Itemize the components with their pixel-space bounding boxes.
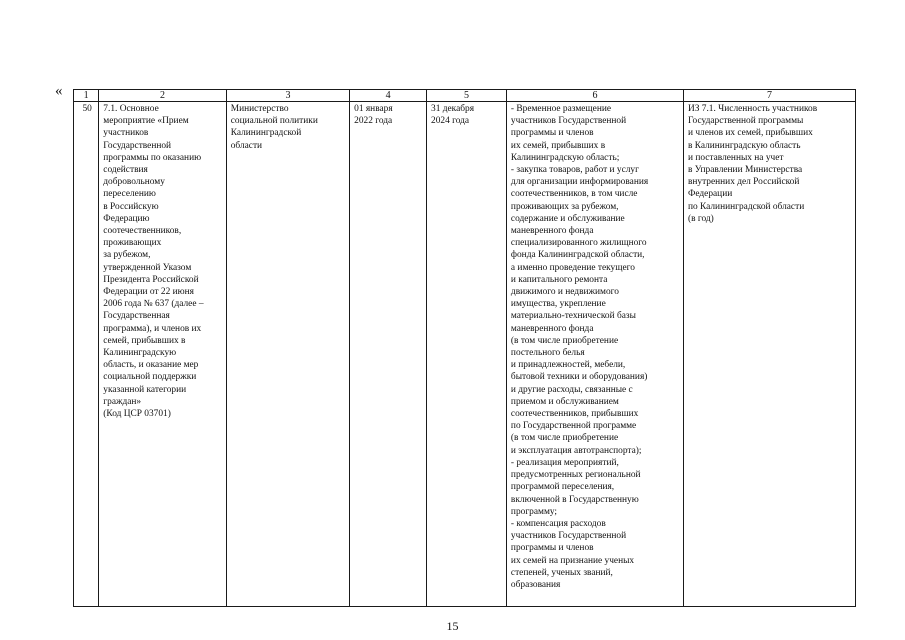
cell-text-line: Федерации [687,189,733,200]
cell-text-line: программа), и членов их [103,323,202,334]
cell-text-line: - реализация мероприятий, [510,457,619,468]
cell-text-line: маневренного фонда [510,323,594,334]
cell-text-line: проживающих [103,238,162,249]
cell-text-line: за рубежом, [103,250,151,261]
cell-text-line: 2022 года [354,116,393,127]
cell-text-line: степеней, ученых званий, [510,567,613,578]
cell-text-line: (в том числе приобретение [510,433,619,444]
cell-text-line: Федерации от 22 июня [103,287,194,298]
cell-text-line: приемом и обслуживанием [510,396,619,407]
column-header-2: 2 [99,90,226,102]
cell-text-line: соотечественников, [103,226,182,237]
cell-text-line: в Управлении Министерства [687,165,803,176]
activities-cell [506,102,683,607]
cell-text-line: соотечественников, прибывших [510,409,639,420]
cell-text-line: по Государственной программе [510,421,637,432]
cell-text-line: 31 декабря [431,104,475,114]
column-header-1: 1 [74,90,99,102]
cell-text-line: в Калининградскую область [687,140,801,151]
cell-text-line: социальной поддержки [103,372,197,383]
column-header-3: 3 [226,90,349,102]
cell-text-line: образования [510,579,561,590]
cell-text-line: для организации информирования [510,177,649,188]
cell-text-line: соотечественников, в том числе [510,189,638,200]
cell-text-line: 2024 года [431,116,470,127]
cell-text-line: их семей, прибывших в [510,140,606,151]
cell-text-line: Государственная [103,311,170,322]
cell-text-line: внутренних дел Российской [687,177,800,188]
cell-text-line: Государственной [103,140,172,151]
cell-text-line: область, и оказание мер [103,360,199,371]
cell-text-line: Государственной программы [687,116,804,127]
column-header-5: 5 [427,90,507,102]
cell-text-line: Калининградскую [103,348,177,359]
column-header-4: 4 [350,90,427,102]
cell-text-line: бытовой техники и оборудования) [510,372,648,383]
row-number-cell: 50 [74,102,99,607]
column-number-header-row [74,90,856,102]
cell-text-line: имущества, укрепление [510,299,606,310]
cell-text-line: программы по оказанию [103,152,202,163]
cell-text-line: и принадлежностей, мебели, [510,360,626,371]
cell-text-line: граждан» [103,396,142,407]
cell-text-line: - Временное размещение [510,104,612,114]
cell-text-line: содержание и обслуживание [510,213,625,224]
cell-text-line: 01 января [354,104,393,114]
column-header-6: 6 [506,90,683,102]
cell-text-line: программой переселения, [510,482,615,493]
cell-text-line: - закупка товаров, работ и услуг [510,165,639,176]
cell-text-line: в Российскую [103,201,159,212]
cell-text-line: (в том числе приобретение [510,335,619,346]
indicator-cell [683,102,855,607]
cell-text-line: программы и членов [510,128,594,139]
page-number: 15 [446,619,459,633]
cell-text-line: участников Государственной [510,116,627,127]
cell-text-line: указанной категории [103,384,187,395]
cell-text-line: и капитального ремонта [510,274,608,285]
cell-text-line: постельного белья [510,348,585,359]
measure-name-cell [99,102,226,607]
cell-text-line: Министерство [230,104,289,114]
cell-text-line: проживающих за рубежом, [510,201,619,212]
cell-text-line: участников [103,128,149,139]
cell-text-line: и членов их семей, прибывших [687,128,813,139]
start-date-cell [350,102,427,607]
table-row [74,102,856,607]
cell-text-line: фонда Калининградской области, [510,250,645,261]
cell-text-line: (Код ЦСР 03701) [103,409,171,420]
cell-text-line: участников Государственной [510,531,627,542]
cell-text-line: утвержденной Указом [103,262,192,273]
program-measures-table [73,89,856,607]
cell-text-line: материально-технической базы [510,311,636,322]
cell-text-line: их семей на признание ученых [510,555,635,566]
cell-text-line: движимого и недвижимого [510,287,619,298]
cell-text-line: маневренного фонда [510,226,594,237]
cell-text-line: мероприятие «Прием [103,116,189,127]
cell-text-line: социальной политики [230,116,318,127]
end-date-cell [427,102,507,607]
cell-text-line: - компенсация расходов [510,518,606,529]
cell-text-line: области [230,140,263,151]
cell-text-line: и эксплуатация автотранспорта); [510,445,642,456]
cell-text-line: и поставленных на учет [687,152,784,163]
cell-text-line: (в год) [687,213,714,224]
cell-text-line: и другие расходы, связанные с [510,384,633,395]
cell-text-line: Калининградскую область; [510,152,620,163]
cell-text-line: специализированного жилищного [510,238,647,249]
cell-text-line: предусмотренных региональной [510,470,641,481]
executor-cell [226,102,349,607]
cell-text-line: а именно проведение текущего [510,262,635,273]
cell-text-line: ИЗ 7.1. Численность участников [687,104,818,114]
cell-text-line: Калининградской [230,128,302,139]
cell-text-line: содействия [103,165,148,176]
cell-text-line: семей, прибывших в [103,335,186,346]
cell-text-line: по Калининградской области [687,201,805,212]
cell-text-line: 7.1. Основное [103,104,159,114]
cell-text-line: добровольному [103,177,165,188]
cell-text-line: программу; [510,506,558,517]
cell-text-line: Президента Российской [103,274,199,285]
cell-text-line: программы и членов [510,543,594,554]
cell-text-line: переселению [103,189,156,200]
column-header-7: 7 [683,90,855,102]
cell-text-line: Федерацию [103,213,150,224]
cell-text-line: 2006 года № 637 (далее – [103,299,204,310]
opening-quote-mark: « [55,83,63,99]
cell-text-line: включенной в Государственную [510,494,639,505]
